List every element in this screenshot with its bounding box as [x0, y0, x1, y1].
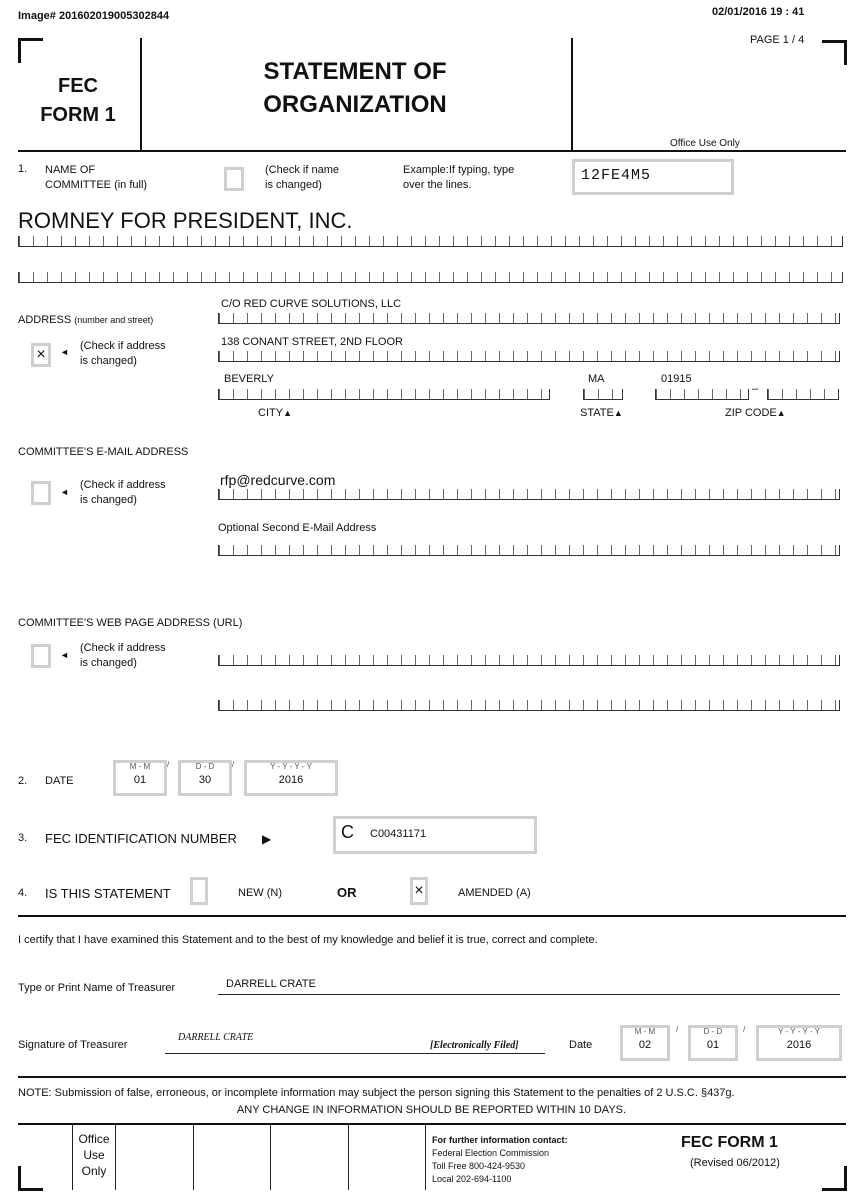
zip-dash: –	[752, 383, 759, 395]
office-use-label: Office Use Only	[670, 138, 740, 149]
arrow-left-icon: ◄	[60, 347, 69, 357]
zip-value: 01915	[661, 373, 692, 385]
footer-divider	[270, 1125, 271, 1190]
address-line2: 138 CONANT STREET, 2ND FLOOR	[221, 336, 403, 348]
zip-caption-text: ZIP CODE	[725, 407, 777, 419]
address-label-sub: (number and street)	[74, 315, 154, 325]
example-text	[403, 163, 514, 193]
address-changed-text-line2: is changed)	[80, 355, 137, 367]
footer-divider	[72, 1125, 73, 1190]
header-rule	[18, 150, 846, 152]
footer-divider	[193, 1125, 194, 1190]
name-changed-text-line2: is changed)	[265, 179, 322, 191]
second-email-field[interactable]	[218, 545, 840, 556]
email-changed-text	[80, 478, 166, 508]
item1-label	[45, 163, 147, 193]
item1-number: 1.	[18, 163, 28, 175]
city-field[interactable]	[218, 389, 550, 400]
web-field[interactable]	[218, 655, 840, 666]
second-email-label: Optional Second E-Mail Address	[218, 522, 377, 534]
arrow-up-icon: ▲	[776, 408, 786, 418]
contact-info	[432, 1134, 568, 1186]
date-day-box[interactable]	[178, 760, 235, 796]
committee-name-field-line2[interactable]	[18, 272, 843, 283]
web-changed-text	[80, 641, 166, 671]
signature: DARRELL CRATE	[178, 1032, 254, 1043]
address-label	[18, 314, 153, 326]
electronically-filed: [Electronically Filed]	[430, 1040, 519, 1051]
committee-name: ROMNEY FOR PRESIDENT, INC.	[18, 208, 353, 233]
arrow-left-icon: ◄	[60, 487, 69, 497]
example-text-line2: over the lines.	[403, 179, 472, 191]
item2-number: 2.	[18, 775, 28, 787]
dd-hint: D - D	[195, 762, 215, 771]
sig-date-year: 2016	[786, 1039, 812, 1051]
header-divider	[140, 38, 142, 150]
fec-id-number: C00431171	[370, 828, 427, 840]
yyyy-hint: Y - Y - Y - Y	[778, 1027, 820, 1036]
arrow-left-icon: ◄	[60, 650, 69, 660]
item3-label: FEC IDENTIFICATION NUMBER	[45, 831, 237, 846]
timestamp: 02/01/2016 19 : 41	[712, 6, 805, 18]
image-id: Image# 201602019005302844	[18, 10, 170, 22]
item1-label-infull: (in full)	[114, 179, 148, 191]
office-use-line2: Use	[83, 1148, 105, 1162]
form-label	[30, 72, 126, 130]
amended-checkbox[interactable]: ×	[410, 877, 428, 905]
new-label: NEW (N)	[238, 887, 282, 899]
signature-line[interactable]	[165, 1053, 545, 1054]
item4-label: IS THIS STATEMENT	[45, 886, 171, 901]
date-slash: /	[232, 760, 235, 769]
date-slash: /	[743, 1025, 746, 1034]
sig-date-day-box[interactable]	[688, 1025, 738, 1061]
web-field-line2[interactable]	[218, 700, 840, 711]
web-label: COMMITTEE'S WEB PAGE ADDRESS (URL)	[18, 617, 243, 629]
email-label: COMMITTEE'S E-MAIL ADDRESS	[18, 446, 189, 458]
item3-number: 3.	[18, 832, 28, 844]
footer-divider	[425, 1125, 426, 1190]
note-line2: ANY CHANGE IN INFORMATION SHOULD BE REPORTED WITHIN 10 DAYS.	[236, 1104, 627, 1116]
sig-date-month: 02	[638, 1039, 652, 1051]
mm-hint: M - M	[129, 762, 151, 771]
or-label: OR	[337, 885, 357, 900]
arrow-right-icon: ▶	[262, 832, 272, 846]
item1-label-line1: NAME OF	[45, 164, 96, 176]
form-label-line1: FEC	[58, 75, 98, 97]
new-checkbox[interactable]	[190, 877, 208, 905]
city-value: BEVERLY	[224, 373, 274, 385]
footer-revised: (Revised 06/2012)	[690, 1157, 780, 1169]
contact-line3: Local 202-694-1100	[432, 1174, 512, 1184]
item4-number: 4.	[18, 887, 28, 899]
section-rule	[18, 1123, 846, 1125]
name-changed-text-line1: (Check if name	[265, 164, 339, 176]
example-text-line1: Example:If typing, type	[403, 164, 515, 176]
zip-ext-field[interactable]	[767, 389, 839, 400]
address-line2-field[interactable]	[218, 351, 840, 362]
address-label-main: ADDRESS	[18, 314, 72, 326]
office-use-box	[74, 1131, 114, 1179]
date-year: 2016	[278, 774, 304, 786]
date-year-box[interactable]	[244, 760, 338, 796]
page-number: PAGE 1 / 4	[750, 34, 805, 46]
name-changed-text	[265, 163, 339, 193]
form-label-line2: FORM 1	[40, 104, 116, 126]
address-line1-field[interactable]	[218, 313, 840, 324]
signature-date-label: Date	[569, 1039, 593, 1051]
dd-hint: D - D	[703, 1027, 723, 1036]
sig-date-month-box[interactable]	[620, 1025, 670, 1061]
contact-title: For further information contact:	[432, 1135, 568, 1145]
email-changed-text-line1: (Check if address	[80, 479, 166, 491]
contact-line1: Federal Election Commission	[432, 1148, 550, 1158]
fec-id-box[interactable]	[333, 816, 537, 854]
web-changed-text-line1: (Check if address	[80, 642, 166, 654]
office-use-line1: Office	[78, 1132, 110, 1146]
corner-mark	[822, 40, 847, 65]
section-rule	[18, 1076, 846, 1078]
name-changed-checkbox[interactable]	[224, 167, 244, 191]
state-caption-text: STATE	[580, 407, 614, 419]
state-value: MA	[588, 373, 605, 385]
web-changed-text-line2: is changed)	[80, 657, 137, 669]
sig-date-year-box[interactable]	[756, 1025, 842, 1061]
item2-label: DATE	[45, 775, 74, 787]
date-day: 30	[198, 774, 212, 786]
arrow-up-icon: ▲	[283, 408, 292, 418]
sig-date-day: 01	[706, 1039, 720, 1051]
committee-name-field[interactable]	[18, 236, 843, 247]
date-slash: /	[676, 1025, 679, 1034]
state-caption	[580, 407, 623, 419]
web-changed-checkbox[interactable]	[31, 644, 51, 668]
email-field[interactable]	[218, 489, 840, 500]
address-line1: C/O RED CURVE SOLUTIONS, LLC	[221, 298, 402, 310]
address-changed-text-line1: (Check if address	[80, 340, 166, 352]
email-changed-checkbox[interactable]	[31, 481, 51, 505]
note-line1: NOTE: Submission of false, erroneous, or incomplete information may subject the person signing this Statement to the penalties of 2 U.S.C. §437g.	[18, 1087, 735, 1099]
corner-mark	[822, 1166, 847, 1191]
city-caption	[258, 407, 292, 419]
date-month: 01	[133, 774, 147, 786]
yyyy-hint: Y - Y - Y - Y	[270, 762, 312, 771]
email-changed-text-line2: is changed)	[80, 494, 137, 506]
zip-caption	[725, 407, 786, 419]
item1-label-line2: COMMITTEE	[45, 179, 111, 191]
title-line1: STATEMENT OF	[263, 58, 447, 85]
address-changed-text	[80, 339, 166, 369]
city-caption-text: CITY	[258, 407, 284, 419]
corner-mark	[18, 1166, 43, 1191]
treasurer-name: DARRELL CRATE	[226, 978, 316, 990]
amended-label: AMENDED (A)	[458, 887, 531, 899]
treasurer-name-line[interactable]	[218, 994, 840, 995]
title-line2: ORGANIZATION	[263, 91, 447, 118]
treasurer-label: Type or Print Name of Treasurer	[18, 982, 176, 994]
date-slash: /	[167, 760, 170, 769]
email-value: rfp@redcurve.com	[220, 472, 336, 488]
corner-mark	[18, 38, 43, 63]
certification-text: I certify that I have examined this Statement and to the best of my knowledge and belief it is true, correct and complete.	[18, 934, 598, 946]
mm-hint: M - M	[634, 1027, 656, 1036]
footer-divider	[115, 1125, 116, 1190]
state-field[interactable]	[583, 389, 623, 400]
zip-field[interactable]	[655, 389, 749, 400]
footer-form-name: FEC FORM 1	[681, 1134, 778, 1151]
fec-id-prefix: C	[341, 822, 354, 842]
section-rule	[18, 915, 846, 917]
office-use-line3: Only	[81, 1164, 107, 1178]
example-code: 12FE4M5	[581, 167, 652, 184]
date-month-box[interactable]	[113, 760, 170, 796]
signature-label: Signature of Treasurer	[18, 1039, 128, 1051]
example-box	[572, 159, 734, 195]
arrow-up-icon: ▲	[613, 408, 623, 418]
contact-line2: Toll Free 800-424-9530	[432, 1161, 526, 1171]
header-divider	[571, 38, 573, 150]
address-changed-checkbox[interactable]: ×	[31, 343, 51, 367]
footer-divider	[348, 1125, 349, 1190]
page-title	[215, 55, 495, 121]
